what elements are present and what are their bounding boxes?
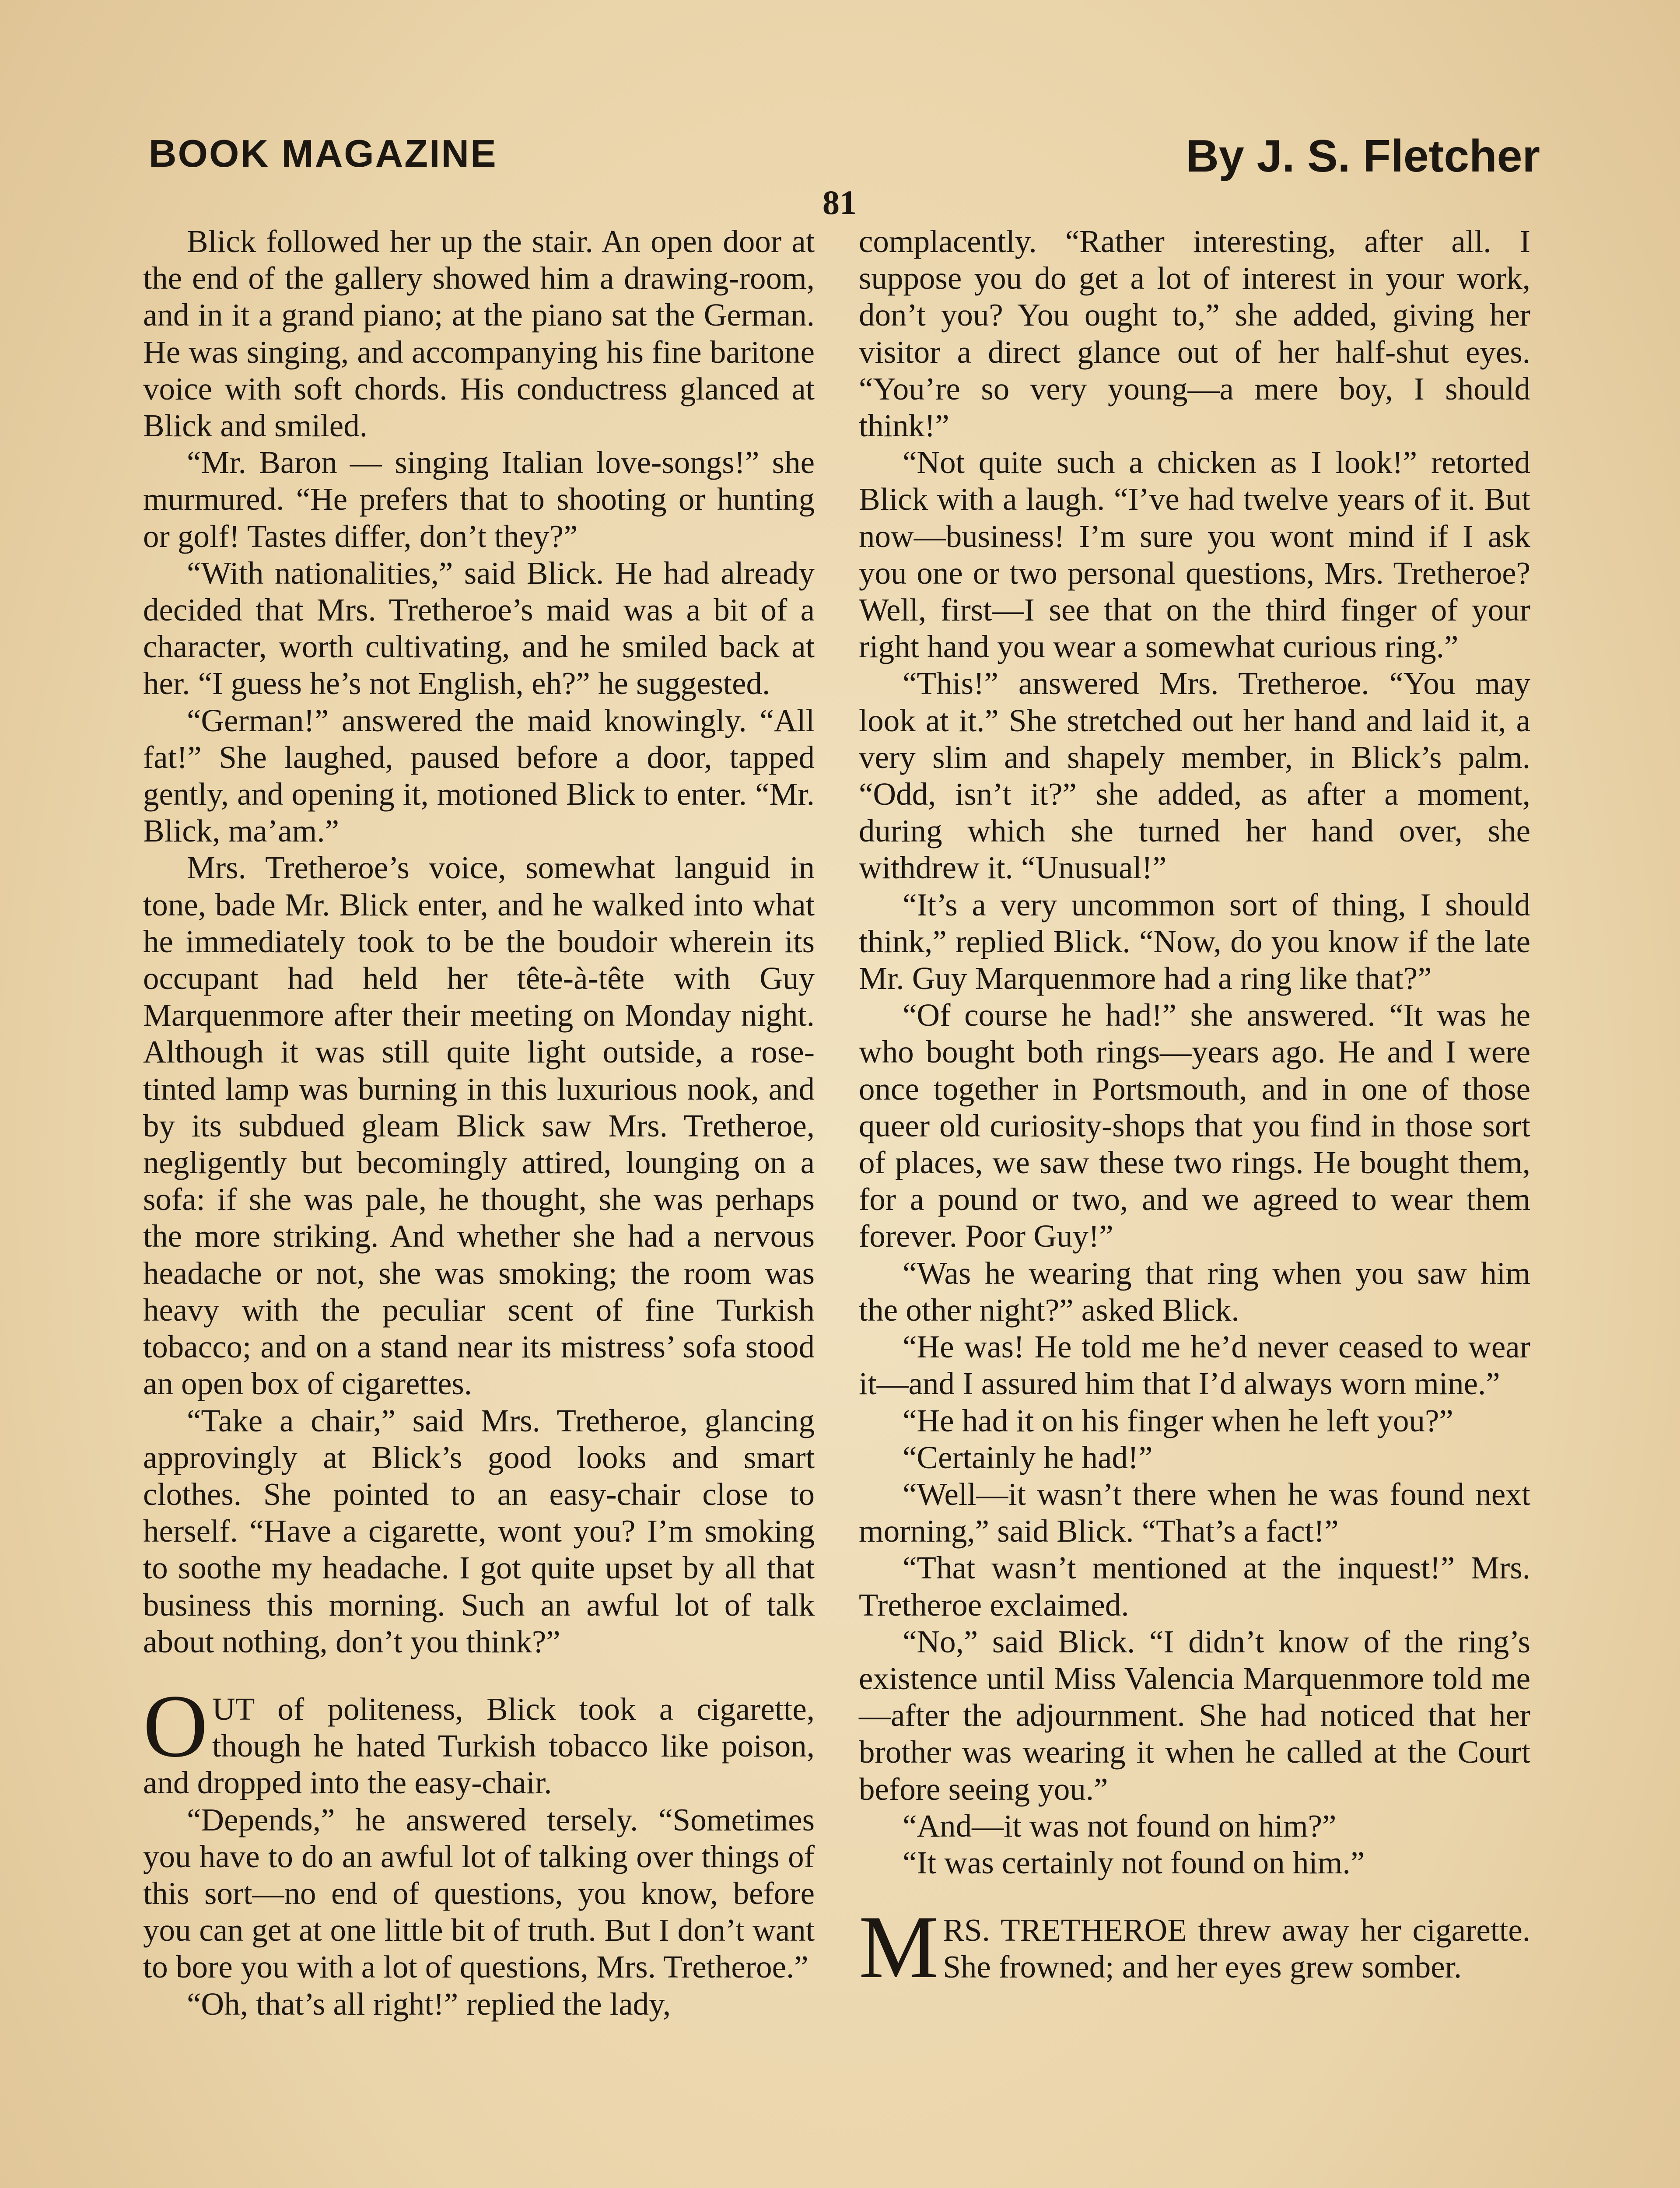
paragraph: “He had it on his finger when he left you?” bbox=[903, 1403, 1453, 1438]
continued-paragraph: complacently. “Rather interesting, after all. I suppose you do get a lot of interest in your work, don’t you? You ought to,” she added, giving her visitor a direct glance out of her half-shut eyes. “You’re so very young—a mere boy, I should think!” bbox=[859, 224, 1530, 444]
paragraph: Mrs. Tretheroe’s voice, somewhat languid in tone, bade Mr. Blick enter, and he walked into what he immediately took to be the boudoir wherein its occupant had held her tête-à-tête with Guy Marquenmore after their meeting on Monday night. Although it was still quite light outside, a rose-tinted lamp was burning in this luxurious nook, and by its subdued gleam Blick saw Mrs. Tretheroe, negligently but becomingly attired, lounging on a sofa: if she was pale, he thought, she was perhaps the more striking. And whether she had a nervous headache or not, she was smoking; the room was heavy with the peculiar scent of fine Turkish tobacco; and on a stand near its mistress’ sofa stood an open box of cigarettes. bbox=[143, 850, 815, 1402]
paragraph: Blick followed her up the stair. An open door at the end of the gallery showed him a drawing-room, and in it a grand piano; at the piano sat the German. He was singing, and accompanying his fine baritone voice with soft chords. His conductress glanced at Blick and smiled. bbox=[143, 224, 815, 444]
left-column bbox=[143, 223, 815, 2023]
paragraph: “With nationalities,” said Blick. He had already decided that Mrs. Tretheroe’s maid was a bit of a character, worth cultivating, and he smiled back at her. “I guess he’s not English, eh?” he suggested. bbox=[143, 555, 815, 701]
paragraph: “Depends,” he answered tersely. “Sometimes you have to do an awful lot of talking over things of this sort—no end of questions, you know, before you can get at one little bit of truth. But I don’t want to bore you with a lot of questions, Mrs. Tretheroe.” bbox=[143, 1802, 815, 1985]
paragraph: “It was certainly not found on him.” bbox=[903, 1844, 1365, 1880]
dropcap-paragraph bbox=[143, 1676, 815, 1802]
page-number: 81 bbox=[822, 183, 857, 221]
paragraph: “Not quite such a chicken as I look!” retorted Blick with a laugh. “I’ve had twelve years of it. But now—business! I’m sure you wont mind if I ask you one or two personal questions, Mrs. Tretheroe? Well, first—I see that on the third finger of your right hand you wear a somewhat curious ring.” bbox=[859, 445, 1530, 665]
paragraph: “German!” answered the maid knowingly. “All fat!” She laughed, paused before a door, tapped gently, and opening it, motioned Blick to enter. “Mr. Blick, ma’am.” bbox=[143, 702, 815, 849]
paragraph: “No,” said Blick. “I didn’t know of the ring’s existence until Miss Valencia Marquenmore told me—after the adjournment. She had noticed that her brother was wearing it when he called at the Court before seeing you.” bbox=[859, 1623, 1530, 1807]
dropcap-paragraph bbox=[859, 1897, 1530, 1997]
drop-cap-letter: M bbox=[859, 1897, 939, 1997]
paragraph: “It’s a very uncommon sort of thing, I should think,” replied Blick. “Now, do you know if the late Mr. Guy Marquenmore had a ring like that?” bbox=[859, 887, 1530, 996]
magazine-title: BOOK MAGAZINE bbox=[149, 132, 497, 175]
dropcap-text: UT of politeness, Blick took a cigarette, though he hated Turkish tobacco like poison, and dropped into the easy-chair. bbox=[143, 1691, 815, 1801]
right-column bbox=[859, 223, 1530, 1997]
dropcap-text: RS. TRETHEROE threw away her cigarette. She frowned; and her eyes grew somber. bbox=[943, 1912, 1530, 1985]
paragraph: “Oh, that’s all right!” replied the lady, bbox=[187, 1986, 671, 2022]
paragraph: “Well—it wasn’t there when he was found next morning,” said Blick. “That’s a fact!” bbox=[859, 1476, 1530, 1549]
drop-cap-letter: O bbox=[143, 1676, 208, 1776]
paragraph: “Of course he had!” she answered. “It was he who bought both rings—years ago. He and I were once together in Portsmouth, and in one of those queer old curiosity-shops that you find in those sort of places, we saw these two rings. He bought them, for a pound or two, and we agreed to wear them forever. Poor Guy!” bbox=[859, 997, 1530, 1254]
paragraph: “He was! He told me he’d never ceased to wear it—and I assured him that I’d always worn mine.” bbox=[859, 1329, 1530, 1402]
paragraph: “Certainly he had!” bbox=[903, 1439, 1153, 1475]
paragraph: “Mr. Baron — singing Italian love-songs!” she murmured. “He prefers that to shooting or hunting or golf! Tastes differ, don’t they?” bbox=[143, 445, 815, 554]
paragraph: “Was he wearing that ring when you saw him the other night?” asked Blick. bbox=[859, 1255, 1530, 1328]
paragraph: “Take a chair,” said Mrs. Tretheroe, glancing approvingly at Blick’s good looks and smart clothes. She pointed to an easy-chair close to herself. “Have a cigarette, wont you? I’m smoking to soothe my headache. I got quite upset by all that business this morning. Such an awful lot of talk about nothing, don’t you think?” bbox=[143, 1403, 815, 1659]
author-byline: By J. S. Fletcher bbox=[1186, 131, 1540, 182]
paragraph: “And—it was not found on him?” bbox=[903, 1808, 1337, 1844]
paragraph: “That wasn’t mentioned at the inquest!” Mrs. Tretheroe exclaimed. bbox=[859, 1550, 1530, 1623]
paragraph: “This!” answered Mrs. Tretheroe. “You may look at it.” She stretched out her hand and laid it, a very slim and shapely member, in Blick’s palm. “Odd, isn’t it?” she added, as after a moment, during which she turned her hand over, she withdrew it. “Unusual!” bbox=[859, 666, 1530, 886]
